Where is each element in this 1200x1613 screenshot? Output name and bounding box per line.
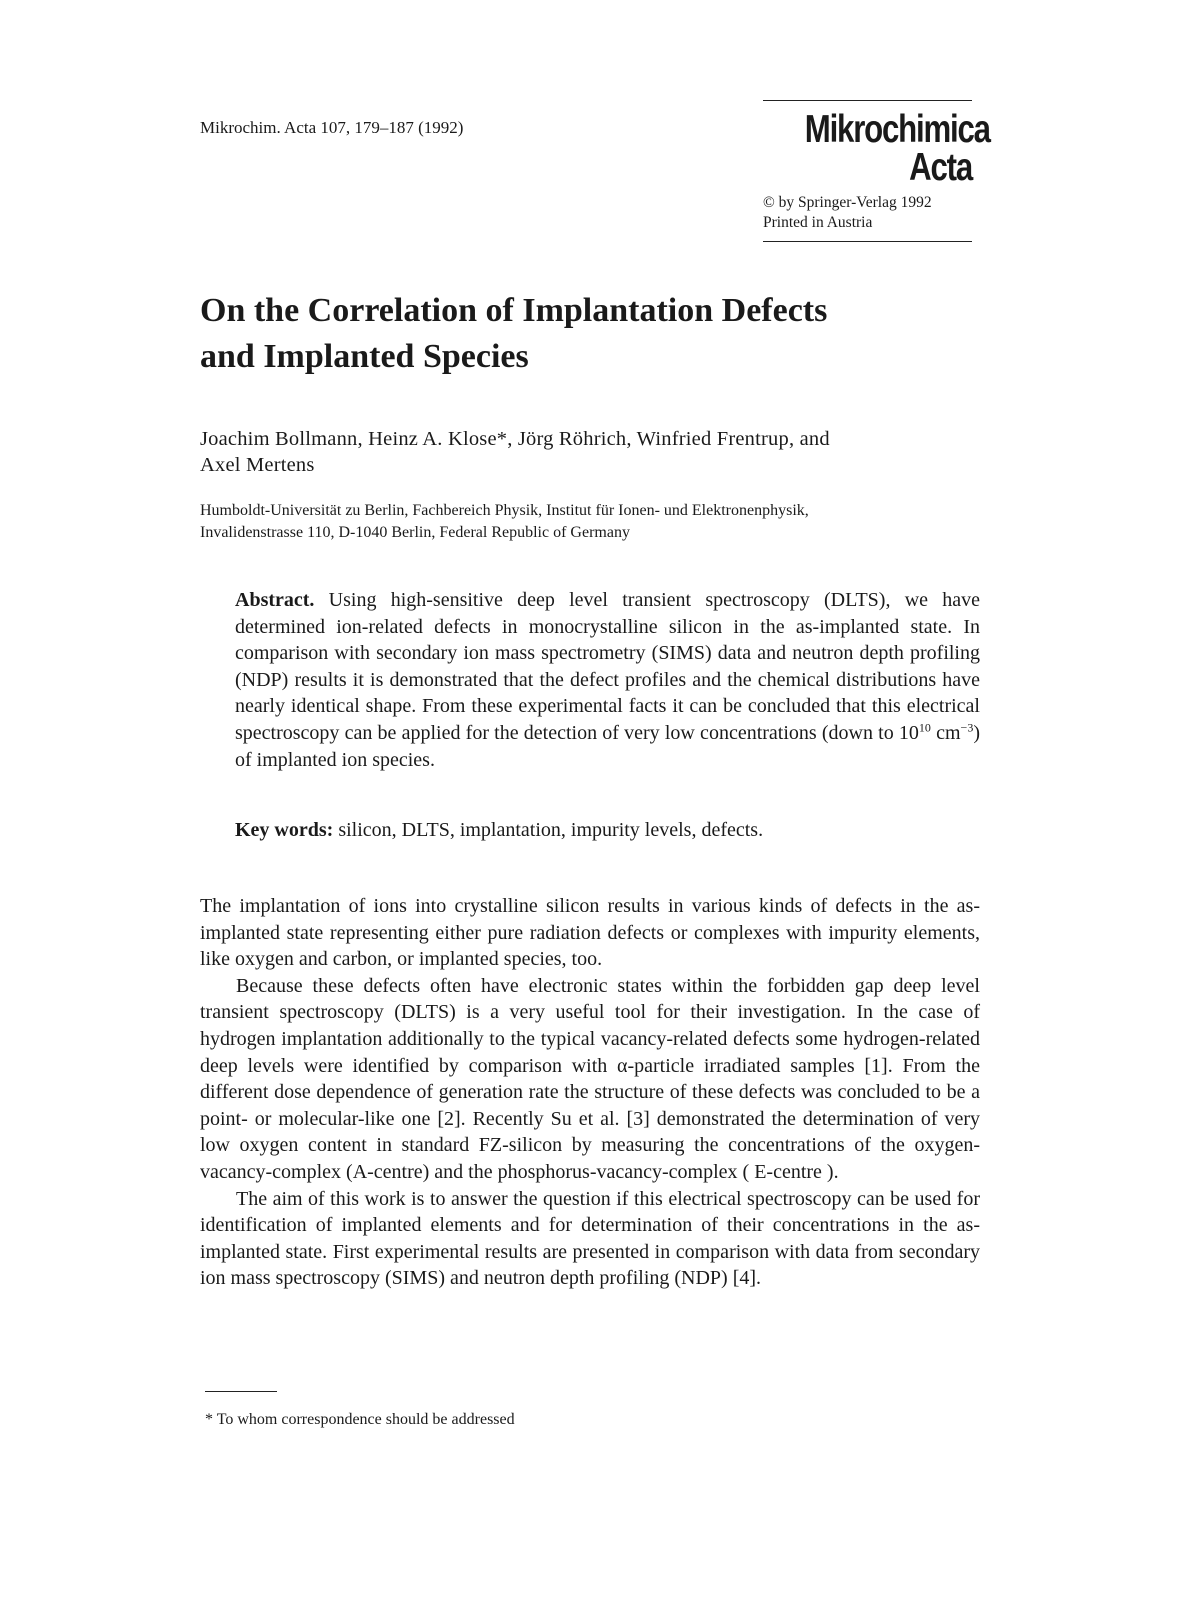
keywords-label: Key words:	[235, 819, 334, 841]
keywords	[235, 817, 980, 843]
abstract-exponent-2: −3	[960, 720, 974, 735]
brand-bottom-rule	[763, 241, 972, 242]
paragraph-3: The aim of this work is to answer the question if this electrical spectroscopy can be used for identification of implanted elements and for determination of their concentrations in the as-implanted state. First experimental results are presented in comparison with data from secondary ion mass spectroscopy (SIMS) and neutron depth profiling (NDP) [4].	[200, 1187, 980, 1290]
affiliation-line-2: Invalidenstrasse 110, D-1040 Berlin, Federal Republic of Germany	[200, 524, 630, 541]
title-line-2: and Implanted Species	[200, 338, 529, 375]
affiliation	[200, 500, 980, 544]
authors-line-1: Joachim Bollmann, Heinz A. Klose*, Jörg Röhrich, Winfried Frentrup, and	[200, 428, 830, 450]
abstract-text: Using high-sensitive deep level transient spectroscopy (DLTS), we have determined ion-related defects in monocrystalline silicon in the as-implanted state. In comparison with secondary ion mass spectrometry (SIMS) data and neutron depth profiling (NDP) results it is demonstrated that the defect profiles and the chemical distributions have nearly identical shape. From these experimental facts it can be concluded that this electrical spectroscopy can be applied for the detection of very low concentrations (down to 10	[235, 589, 980, 744]
author-list	[200, 426, 980, 478]
copyright-notice: © by Springer-Verlag 1992	[763, 194, 932, 211]
keywords-text: silicon, DLTS, implantation, impurity levels, defects.	[333, 819, 764, 841]
paragraph-1: The implantation of ions into crystalline silicon results in various kinds of defects in the as-implanted state representing either pure radiation defects or complexes with impurity elements, like oxygen and carbon, or implanted species, too.	[200, 895, 980, 971]
affiliation-line-1: Humboldt-Universität zu Berlin, Fachbereich Physik, Institut für Ionen- und Elektronenphysik,	[200, 502, 809, 519]
abstract-exponent-1: 10	[918, 720, 931, 735]
abstract	[235, 587, 980, 773]
abstract-unit: cm	[930, 721, 961, 744]
abstract-text-end: ) of implanted ion species.	[235, 721, 980, 771]
printed-notice: Printed in Austria	[763, 214, 873, 231]
footnote: * To whom correspondence should be addressed	[205, 1411, 515, 1428]
article-title	[200, 288, 827, 380]
body-text	[200, 893, 980, 1292]
journal-name-line1: Mikrochimica	[804, 108, 990, 151]
title-line-1: On the Correlation of Implantation Defects	[200, 292, 828, 329]
paragraph-2: Because these defects often have electronic states within the forbidden gap deep level transient spectroscopy (DLTS) is a very useful tool for their investigation. In the case of hydrogen implantation additionally to the typical vacancy-related defects some hydrogen-related deep levels were identified by comparison with α-particle irradiated samples [1]. From the different dose dependence of generation rate the structure of these defects was concluded to be a point- or molecular-like one [2]. Recently Su et al. [3] demonstrated the determination of very low oxygen content in standard FZ-silicon by measuring the concentrations of the oxygen-vacancy-complex (A-centre) and the phosphorus-vacancy-complex ( E-centre ).	[200, 974, 980, 1183]
journal-brand-box	[763, 100, 990, 242]
journal-name-line2: Acta	[909, 146, 972, 189]
abstract-label: Abstract.	[235, 589, 315, 611]
footnote-rule	[205, 1391, 277, 1392]
authors-line-2: Axel Mertens	[200, 454, 315, 476]
journal-citation: Mikrochim. Acta 107, 179–187 (1992)	[200, 118, 464, 137]
